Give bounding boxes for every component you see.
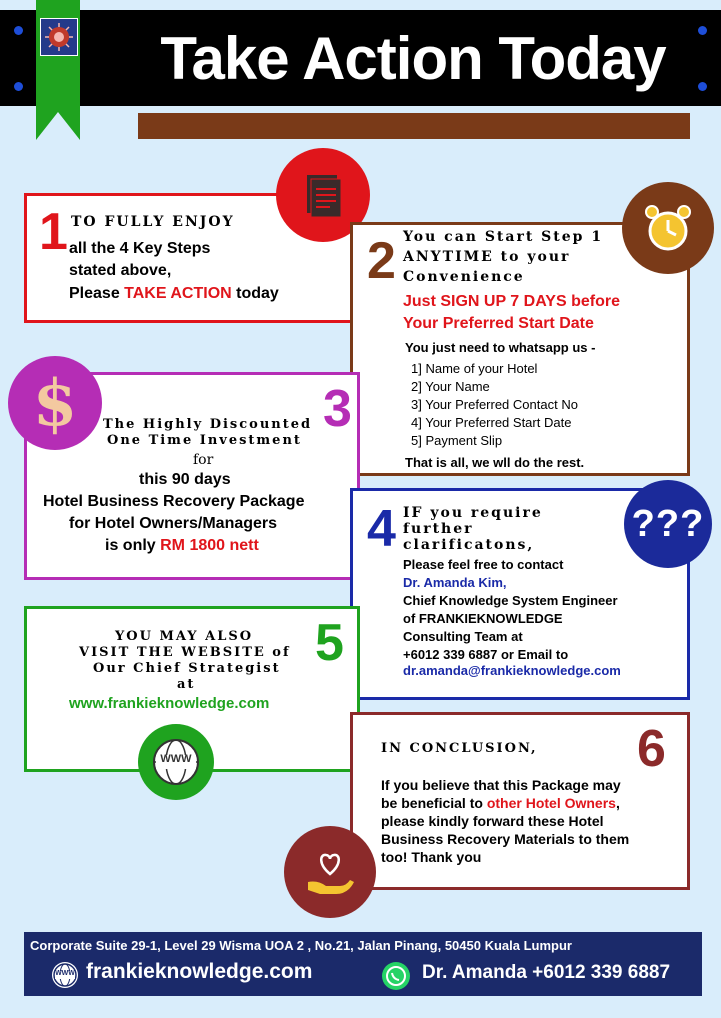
footer-contact: Dr. Amanda +6012 339 6887 — [422, 962, 671, 983]
step-line: too! Thank you — [381, 849, 482, 865]
step-heading: You can Start Step 1 — [403, 229, 604, 245]
list-item: 1] Name of your Hotel — [411, 361, 538, 376]
step-number: 6 — [637, 720, 666, 778]
step-line: Business Recovery Materials to them — [381, 831, 630, 847]
step-line: this 90 days — [139, 471, 231, 488]
globe-icon — [52, 962, 78, 988]
step-number: 5 — [315, 614, 344, 672]
dollar-icon — [8, 356, 102, 450]
cta-suffix: today — [231, 285, 279, 302]
step-line-highlight — [381, 795, 620, 811]
cta-highlight: TAKE ACTION — [124, 285, 232, 302]
step-line: of FRANKIEKNOWLEDGE — [403, 611, 563, 626]
brown-divider-bar — [138, 113, 690, 139]
step-heading: clarificatons, — [403, 537, 535, 553]
heart-hand-icon — [284, 826, 376, 918]
globe-www-icon — [138, 724, 214, 800]
step-line: Hotel Business Recovery Package — [43, 493, 305, 510]
footer-bar — [24, 932, 702, 996]
step-line: for Hotel Owners/Managers — [69, 515, 278, 532]
list-item: 2] Your Name — [411, 379, 490, 394]
step-number: 4 — [367, 500, 396, 558]
step-heading: at — [177, 677, 196, 692]
step-heading: IN CONCLUSION, — [381, 741, 538, 756]
step-cta — [69, 285, 279, 303]
cta-prefix: Please — [69, 285, 125, 302]
step-heading: ANYTIME to your — [403, 249, 571, 265]
step-number: 3 — [323, 380, 352, 438]
step-intro: You just need to whatsapp us - — [405, 340, 596, 355]
header-dot — [14, 26, 23, 35]
step-line: If you believe that this Package may — [381, 777, 621, 793]
step-heading: IF you require — [403, 505, 543, 521]
dollar-glyph: $ — [32, 365, 78, 441]
price-value: RM 1800 nett — [160, 537, 259, 554]
step-heading: Convenience — [403, 269, 525, 285]
line-highlight: other Hotel Owners — [486, 795, 616, 811]
list-item: 5] Payment Slip — [411, 433, 503, 448]
list-item: 4] Your Preferred Start Date — [411, 415, 572, 430]
question-marks-icon — [624, 480, 712, 568]
line-prefix: be beneficial to — [381, 795, 487, 811]
whatsapp-icon — [382, 962, 410, 990]
www-label: WWW — [160, 753, 192, 765]
step-heading: further — [403, 521, 474, 537]
footer-website-link[interactable]: frankieknowledge.com — [86, 960, 313, 983]
step-line: all the 4 Key Steps — [69, 240, 211, 257]
footer-www-badge: WWW — [55, 970, 75, 977]
step-heading: YOU MAY ALSO — [115, 629, 254, 644]
step-number: 1 — [39, 203, 68, 261]
question-marks-glyph: ??? — [631, 502, 705, 545]
step-intro: Please feel free to contact — [403, 557, 564, 572]
step-heading: Our Chief Strategist — [93, 661, 281, 676]
step-heading: TO FULLY ENJOY — [71, 214, 235, 230]
step-price — [105, 537, 259, 555]
step-for: for — [193, 452, 214, 468]
price-prefix: is only — [105, 537, 161, 554]
step-heading: One Time Investment — [107, 433, 302, 448]
line-suffix: , — [615, 795, 620, 811]
list-item: 3] Your Preferred Contact No — [411, 397, 578, 412]
step-line: stated above, — [69, 262, 172, 279]
step-heading: VISIT THE WEBSITE of — [79, 645, 291, 660]
alarm-clock-icon — [622, 182, 714, 274]
logo-icon — [40, 18, 78, 56]
signup-line: Just SIGN UP 7 DAYS before — [403, 293, 620, 310]
step-line: Chief Knowledge System Engineer — [403, 593, 618, 608]
footer-address: Corporate Suite 29-1, Level 29 Wisma UOA 2 , No.21, Jalan Pinang, 50450 Kuala Lumpur — [30, 938, 572, 953]
signup-line: Your Preferred Start Date — [403, 315, 594, 332]
step-heading: The Highly Discounted — [103, 417, 313, 432]
header-dot — [14, 82, 23, 91]
step-number: 2 — [367, 232, 396, 290]
step-line: please kindly forward these Hotel — [381, 813, 604, 829]
step-line: +6012 339 6887 or Email to — [403, 647, 569, 662]
step-closing: That is all, we wll do the rest. — [405, 455, 585, 470]
page-title: Take Action Today — [160, 25, 666, 92]
step-6-box — [350, 712, 690, 890]
contact-name: Dr. Amanda Kim, — [403, 575, 507, 590]
step-line: Consulting Team at — [403, 629, 523, 644]
website-link[interactable]: www.frankieknowledge.com — [69, 695, 270, 712]
contact-email-link[interactable]: dr.amanda@frankieknowledge.com — [403, 663, 621, 678]
